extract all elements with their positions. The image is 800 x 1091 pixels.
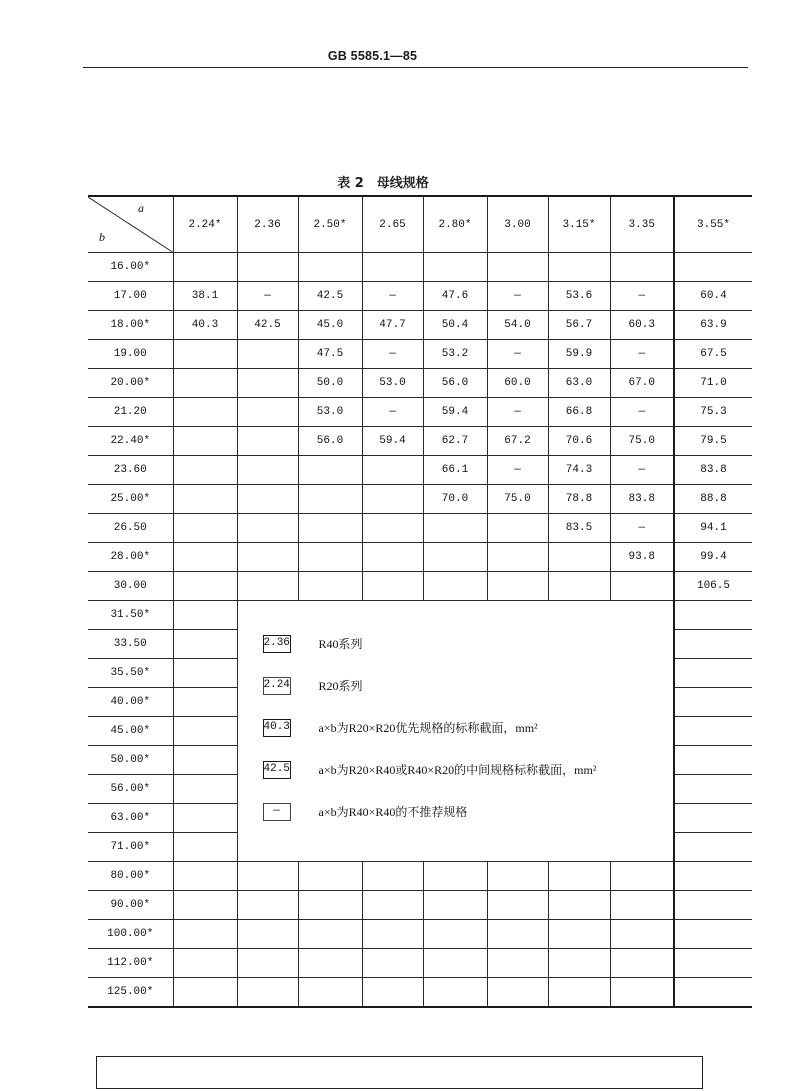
table-cell — [548, 862, 610, 891]
table-cell — [173, 601, 237, 630]
table-row — [88, 282, 752, 311]
table-cell — [237, 253, 298, 282]
table-cell — [173, 891, 237, 920]
table-cell — [423, 920, 487, 949]
table-cell: 47.5 — [298, 340, 362, 369]
table-cell — [298, 920, 362, 949]
table-cell — [362, 978, 423, 1008]
legend-item — [238, 677, 674, 695]
table-cell: 59.4 — [423, 398, 487, 427]
table-cell — [610, 862, 674, 891]
table-cell — [674, 920, 752, 949]
table-cell — [173, 804, 237, 833]
table-cell: 47.6 — [423, 282, 487, 311]
row-label: 50.00* — [88, 746, 173, 775]
table-cell: 45.0 — [298, 311, 362, 340]
table-cell — [237, 514, 298, 543]
table-cell: 50.0 — [298, 369, 362, 398]
table-cell — [674, 630, 752, 659]
table-title: 表 2 母线规格 — [337, 176, 429, 191]
table-cell — [674, 833, 752, 862]
table-cell — [423, 949, 487, 978]
table-row — [88, 369, 752, 398]
table-cell: 70.0 — [423, 485, 487, 514]
table-cell — [173, 253, 237, 282]
row-label: 33.50 — [88, 630, 173, 659]
row-label: 71.00* — [88, 833, 173, 862]
table-cell: — — [487, 456, 548, 485]
table-cell — [237, 543, 298, 572]
table-cell: 53.0 — [298, 398, 362, 427]
table-cell — [423, 862, 487, 891]
table-cell — [237, 398, 298, 427]
table-cell — [487, 920, 548, 949]
table-row — [88, 920, 752, 949]
table-cell: 53.2 — [423, 340, 487, 369]
table-cell — [237, 427, 298, 456]
table-cell: — — [362, 282, 423, 311]
table-cell — [674, 862, 752, 891]
table-cell — [610, 920, 674, 949]
legend-swatch: 2.24 — [263, 677, 291, 695]
table-cell — [423, 253, 487, 282]
table-cell — [237, 862, 298, 891]
table-cell: 99.4 — [674, 543, 752, 572]
table-cell — [173, 485, 237, 514]
table-cell — [674, 253, 752, 282]
row-label: 19.00 — [88, 340, 173, 369]
row-label: 23.60 — [88, 456, 173, 485]
table-cell — [298, 572, 362, 601]
table-cell — [173, 833, 237, 862]
table-cell: 67.0 — [610, 369, 674, 398]
table-cell: 88.8 — [674, 485, 752, 514]
table-cell: 63.0 — [548, 369, 610, 398]
table-cell — [548, 891, 610, 920]
table-cell — [423, 891, 487, 920]
table-cell: 106.5 — [674, 572, 752, 601]
table-cell: 59.9 — [548, 340, 610, 369]
table-cell: 54.0 — [487, 311, 548, 340]
table-cell: 60.3 — [610, 311, 674, 340]
table-cell — [362, 572, 423, 601]
table-cell: — — [362, 398, 423, 427]
table-cell — [487, 253, 548, 282]
table-cell — [362, 920, 423, 949]
legend-text: a×b为R20×R20优先规格的标称截面，mm² — [318, 721, 538, 735]
table-cell: — — [487, 398, 548, 427]
table-cell: 47.7 — [362, 311, 423, 340]
legend-text: a×b为R20×R40或R40×R20的中间规格标称截面，mm² — [318, 763, 597, 777]
table-cell: 42.5 — [298, 282, 362, 311]
table-row — [88, 427, 752, 456]
table-cell — [173, 543, 237, 572]
corner-label-b: b — [99, 230, 105, 244]
column-header: 2.65 — [362, 196, 423, 253]
table-cell — [548, 543, 610, 572]
row-label: 18.00* — [88, 311, 173, 340]
table-cell: 56.7 — [548, 311, 610, 340]
table-cell: 78.8 — [548, 485, 610, 514]
table-cell — [173, 775, 237, 804]
table-cell — [610, 253, 674, 282]
table-cell: 74.3 — [548, 456, 610, 485]
table-cell — [674, 804, 752, 833]
legend-panel — [237, 601, 674, 862]
table-cell — [423, 543, 487, 572]
table-cell: 83.5 — [548, 514, 610, 543]
table-cell — [487, 572, 548, 601]
table-row — [88, 340, 752, 369]
table-cell — [548, 978, 610, 1008]
column-header: 3.15* — [548, 196, 610, 253]
table-cell: 38.1 — [173, 282, 237, 311]
table-cell — [487, 949, 548, 978]
table-cell: 50.4 — [423, 311, 487, 340]
table-cell: — — [487, 282, 548, 311]
header-rule — [83, 67, 748, 68]
table-row — [88, 572, 752, 601]
table-cell: — — [237, 282, 298, 311]
table-cell — [548, 572, 610, 601]
table-cell — [423, 514, 487, 543]
table-cell — [237, 891, 298, 920]
legend-item — [238, 635, 674, 653]
table-cell: 75.3 — [674, 398, 752, 427]
row-label: 21.20 — [88, 398, 173, 427]
table-cell — [237, 572, 298, 601]
table-cell — [487, 891, 548, 920]
table-cell — [173, 456, 237, 485]
table-cell — [674, 688, 752, 717]
table-cell — [674, 891, 752, 920]
table-cell — [610, 572, 674, 601]
table-cell — [237, 369, 298, 398]
table-cell — [548, 253, 610, 282]
table-cell — [237, 340, 298, 369]
table-cell — [298, 543, 362, 572]
legend-text: R40系列 — [318, 637, 363, 651]
corner-label-a: a — [138, 201, 144, 215]
table-cell: 53.6 — [548, 282, 610, 311]
row-label: 20.00* — [88, 369, 173, 398]
table-cell — [237, 456, 298, 485]
table-cell — [298, 978, 362, 1008]
row-label: 16.00* — [88, 253, 173, 282]
table-cell — [237, 485, 298, 514]
row-label: 30.00 — [88, 572, 173, 601]
table-cell: 79.5 — [674, 427, 752, 456]
table-cell: 75.0 — [610, 427, 674, 456]
legend-text: R20系列 — [318, 679, 363, 693]
table-cell — [362, 253, 423, 282]
table-cell — [173, 978, 237, 1008]
table-cell: 93.8 — [610, 543, 674, 572]
row-label: 22.40* — [88, 427, 173, 456]
legend-item — [238, 803, 674, 821]
table-row — [88, 514, 752, 543]
table-cell — [173, 369, 237, 398]
table-cell: 40.3 — [173, 311, 237, 340]
table-cell — [610, 978, 674, 1008]
legend-item — [238, 761, 674, 779]
table-cell — [548, 920, 610, 949]
row-label: 63.00* — [88, 804, 173, 833]
table-cell — [298, 514, 362, 543]
table-cell: 60.0 — [487, 369, 548, 398]
table-cell — [173, 746, 237, 775]
table-cell — [298, 891, 362, 920]
table-cell: 75.0 — [487, 485, 548, 514]
legend-swatch: 40.3 — [263, 719, 291, 737]
table-header — [88, 196, 752, 253]
table-cell: — — [610, 398, 674, 427]
table-cell: 63.9 — [674, 311, 752, 340]
table-cell — [674, 949, 752, 978]
table-cell — [674, 659, 752, 688]
table-cell — [362, 891, 423, 920]
table-row — [88, 253, 752, 282]
table-cell: 66.1 — [423, 456, 487, 485]
row-label: 100.00* — [88, 920, 173, 949]
table-cell — [237, 920, 298, 949]
table-cell — [674, 717, 752, 746]
table-body — [88, 253, 752, 1008]
table-cell — [173, 659, 237, 688]
table-cell — [487, 978, 548, 1008]
column-header: 2.80* — [423, 196, 487, 253]
table-cell — [173, 340, 237, 369]
table-cell — [173, 688, 237, 717]
table-cell: 59.4 — [362, 427, 423, 456]
table-cell: 67.5 — [674, 340, 752, 369]
table-cell — [237, 978, 298, 1008]
table-cell: — — [362, 340, 423, 369]
table-cell — [173, 572, 237, 601]
row-label: 35.50* — [88, 659, 173, 688]
column-header: 3.35 — [610, 196, 674, 253]
table-cell — [362, 543, 423, 572]
table-row — [88, 311, 752, 340]
table-cell: 83.8 — [610, 485, 674, 514]
table-cell: 62.7 — [423, 427, 487, 456]
table-cell — [362, 485, 423, 514]
table-row — [88, 485, 752, 514]
table-cell — [173, 717, 237, 746]
table-cell: — — [610, 456, 674, 485]
legend-item — [238, 719, 674, 737]
table-cell — [362, 456, 423, 485]
row-label: 40.00* — [88, 688, 173, 717]
table-cell — [487, 543, 548, 572]
table-row — [88, 949, 752, 978]
legend-swatch: 42.5 — [263, 761, 291, 779]
table-cell — [674, 978, 752, 1008]
table-cell — [487, 862, 548, 891]
legend-swatch: 2.36 — [263, 635, 291, 653]
column-header: 3.00 — [487, 196, 548, 253]
table-row — [88, 398, 752, 427]
table-cell: — — [487, 340, 548, 369]
table-row — [88, 543, 752, 572]
table-cell — [423, 978, 487, 1008]
table-cell: 66.8 — [548, 398, 610, 427]
table-cell — [298, 862, 362, 891]
table-cell: 56.0 — [298, 427, 362, 456]
row-label: 17.00 — [88, 282, 173, 311]
row-label: 56.00* — [88, 775, 173, 804]
table-cell: 67.2 — [487, 427, 548, 456]
table-cell — [173, 398, 237, 427]
table-row — [88, 456, 752, 485]
table-cell: — — [610, 282, 674, 311]
row-label: 45.00* — [88, 717, 173, 746]
busbar-spec-table — [88, 195, 752, 1008]
table-row — [88, 891, 752, 920]
row-label: 125.00* — [88, 978, 173, 1008]
table-cell — [674, 601, 752, 630]
table-cell: — — [610, 514, 674, 543]
table-cell — [173, 862, 237, 891]
table-cell: — — [610, 340, 674, 369]
row-label: 80.00* — [88, 862, 173, 891]
header-row — [88, 196, 752, 253]
table-row — [88, 978, 752, 1008]
table-cell — [298, 456, 362, 485]
table-cell — [362, 862, 423, 891]
table-cell — [674, 746, 752, 775]
table-cell — [548, 949, 610, 978]
column-header: 3.55* — [674, 196, 752, 253]
table-cell: 53.0 — [362, 369, 423, 398]
table-cell: 83.8 — [674, 456, 752, 485]
table-cell — [173, 949, 237, 978]
table-cell — [610, 949, 674, 978]
table-row — [88, 601, 752, 630]
row-label: 25.00* — [88, 485, 173, 514]
table-cell: 42.5 — [237, 311, 298, 340]
legend-text: a×b为R40×R40的不推荐规格 — [318, 805, 468, 819]
column-header: 2.24* — [173, 196, 237, 253]
footer-frame — [96, 1056, 703, 1089]
row-label: 26.50 — [88, 514, 173, 543]
table-cell — [674, 775, 752, 804]
row-label: 28.00* — [88, 543, 173, 572]
table-cell — [423, 572, 487, 601]
table-cell: 94.1 — [674, 514, 752, 543]
corner-cell — [88, 196, 173, 253]
table-cell — [362, 514, 423, 543]
table-cell: 70.6 — [548, 427, 610, 456]
table-cell — [487, 514, 548, 543]
row-label: 90.00* — [88, 891, 173, 920]
document-code: GB 5585.1—85 — [327, 49, 418, 63]
table-cell — [298, 949, 362, 978]
table-cell: 60.4 — [674, 282, 752, 311]
legend-swatch: — — [263, 803, 291, 821]
row-label: 31.50* — [88, 601, 173, 630]
table-row — [88, 862, 752, 891]
table-cell: 56.0 — [423, 369, 487, 398]
column-header: 2.36 — [237, 196, 298, 253]
table-cell — [298, 485, 362, 514]
table-cell: 71.0 — [674, 369, 752, 398]
table-cell — [298, 253, 362, 282]
table-cell — [173, 427, 237, 456]
table-cell — [237, 949, 298, 978]
table-cell — [173, 920, 237, 949]
table-cell — [362, 949, 423, 978]
column-header: 2.50* — [298, 196, 362, 253]
table-cell — [173, 514, 237, 543]
table-cell — [173, 630, 237, 659]
table-cell — [610, 891, 674, 920]
row-label: 112.00* — [88, 949, 173, 978]
